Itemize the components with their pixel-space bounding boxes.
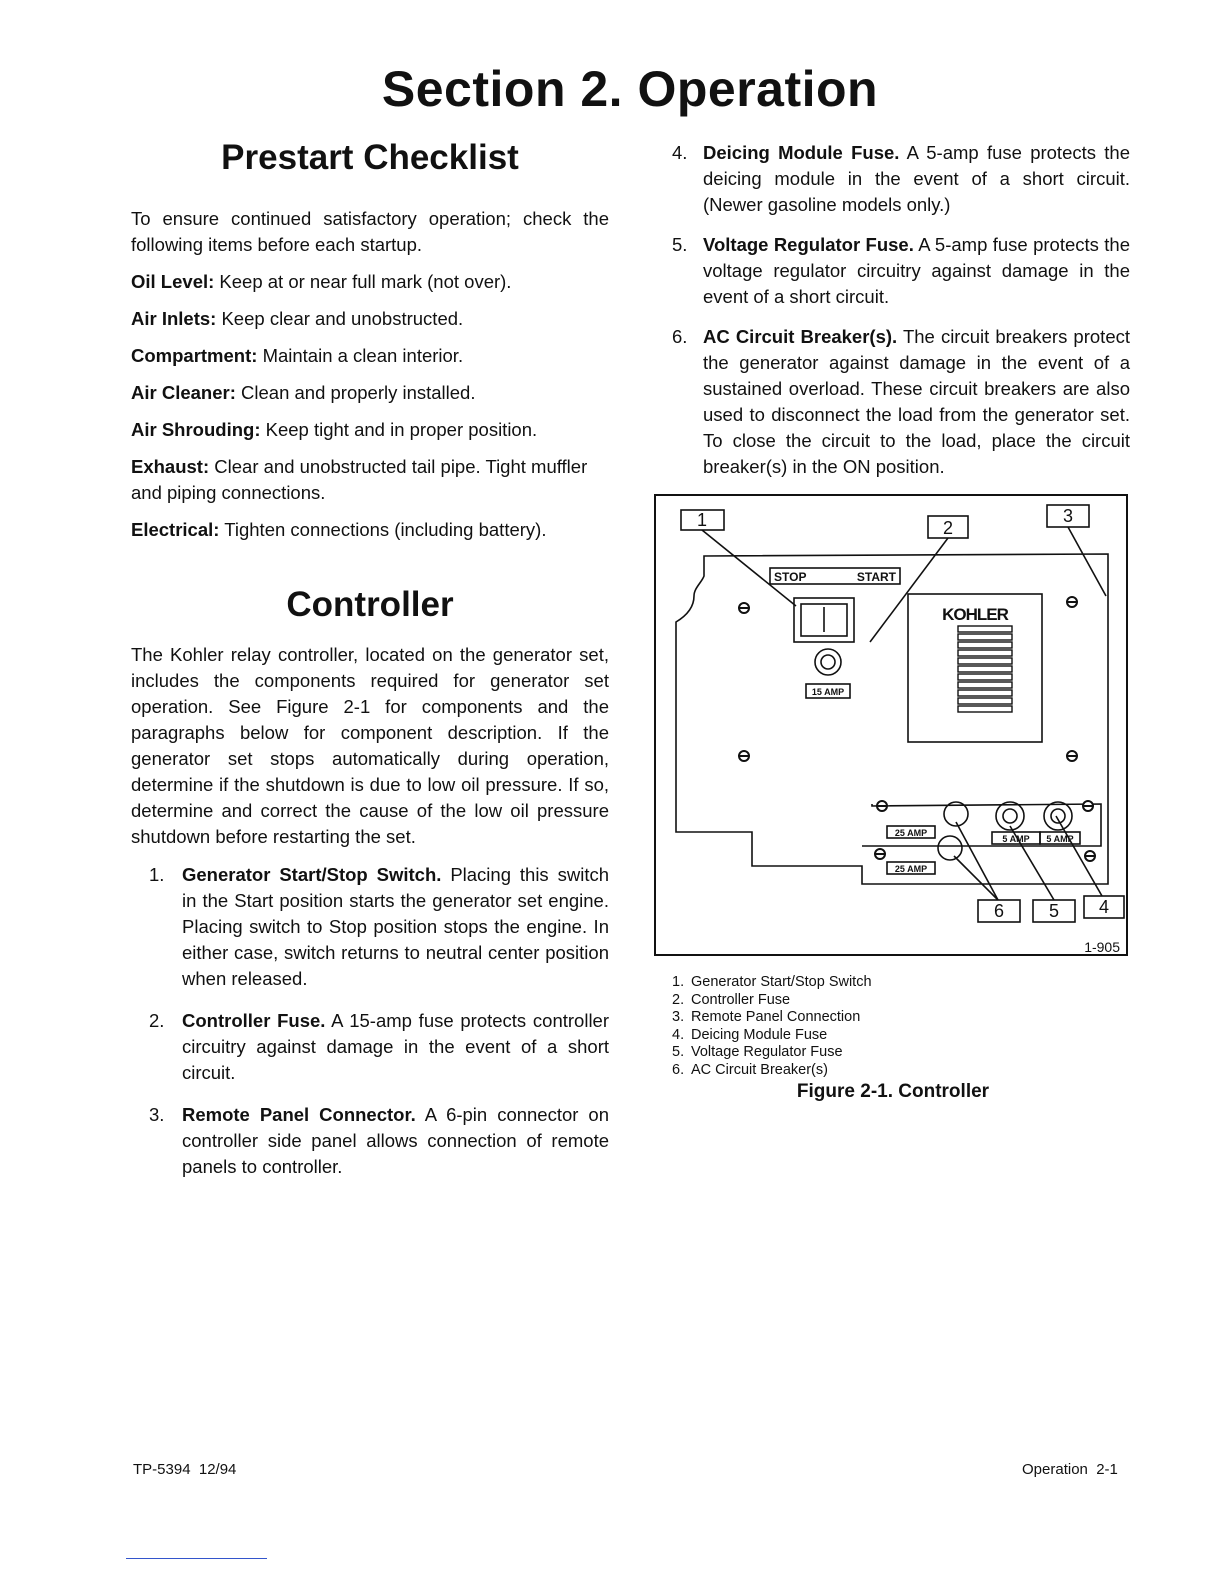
left-column bbox=[131, 130, 609, 1180]
legend-text: Voltage Regulator Fuse bbox=[691, 1044, 843, 1060]
component-list-right bbox=[668, 140, 1130, 480]
component-list-left bbox=[131, 862, 609, 1180]
leader-line-6a bbox=[954, 856, 998, 900]
item-text: A 5-amp fuse protects the deicing module in the event of a short circuit. (Newer gasoline models only.) bbox=[703, 142, 1130, 215]
circuit-breaker-2 bbox=[938, 836, 962, 860]
leader-line-3 bbox=[1068, 527, 1106, 596]
regulator-fuse-cap bbox=[1003, 809, 1017, 823]
item-number: 3. bbox=[149, 1104, 165, 1125]
item-label: Remote Panel Connector. bbox=[182, 1104, 416, 1125]
legend-number: 1. bbox=[672, 974, 685, 990]
callout-3: 3 bbox=[1062, 506, 1074, 526]
item-text: The circuit breakers protect the generator against damage in the event of a sustained overload. These circuit breakers are also used to disconnect the load from the generator set. To close the circuit to the load, place the circuit breaker(s) in the ON position. bbox=[703, 326, 1130, 477]
item-number: 1. bbox=[149, 864, 165, 885]
controller-fuse-holder bbox=[815, 649, 841, 675]
component-item bbox=[131, 1008, 609, 1086]
leader-line-2 bbox=[870, 538, 948, 642]
legend-text: Remote Panel Connection bbox=[691, 1009, 861, 1025]
bottom-rule bbox=[126, 1558, 267, 1559]
item-number: 5. bbox=[672, 234, 688, 255]
legend-number: 5. bbox=[672, 1044, 685, 1060]
item-number: 4. bbox=[672, 142, 688, 163]
deicing-fuse-holder bbox=[1044, 802, 1072, 830]
checklist-label: Compartment: bbox=[131, 345, 258, 366]
controller-fuse-cap bbox=[821, 655, 835, 669]
callout-2: 2 bbox=[942, 518, 954, 538]
checklist-item bbox=[131, 454, 609, 506]
controller-diagram bbox=[656, 496, 1126, 954]
controller-intro: The Kohler relay controller, located on the generator set, includes the components required for generator set operation. See Figure 2-1 for components and the paragraphs below for component description. If the generator set stops automatically during operation, determine if the shutdown is due to low oil pressure. If so, determine and correct the cause of the low oil pressure shutdown before restarting the set. bbox=[131, 644, 609, 847]
component-item bbox=[668, 232, 1130, 310]
checklist-text: Maintain a clean interior. bbox=[262, 345, 464, 366]
legend-number: 3. bbox=[672, 1009, 685, 1025]
switch-stop-label: STOP bbox=[774, 570, 807, 584]
drawing-id: 1-905 bbox=[1084, 939, 1120, 954]
checklist-item bbox=[131, 343, 609, 369]
item-text: Placing this switch in the Start position starts the generator set engine. Placing switch to Stop position stops the engine. In either case, switch returns to neutral center position when released. bbox=[182, 864, 609, 989]
callout-4: 4 bbox=[1098, 897, 1110, 917]
checklist-text: Keep clear and unobstructed. bbox=[221, 308, 464, 329]
legend-text: AC Circuit Breaker(s) bbox=[691, 1061, 828, 1078]
kohler-logo: KOHLER bbox=[942, 605, 1008, 624]
right-column bbox=[668, 140, 1130, 480]
fuse-25-label-a: 25 AMP bbox=[894, 828, 928, 838]
footer-doc-id: TP-5394 12/94 bbox=[133, 1461, 237, 1478]
switch-start-label: START bbox=[856, 570, 896, 584]
item-label: AC Circuit Breaker(s). bbox=[703, 326, 898, 347]
regulator-fuse-holder bbox=[996, 802, 1024, 830]
checklist-text: Keep tight and in proper position. bbox=[265, 419, 538, 440]
callout-6: 6 bbox=[993, 901, 1005, 921]
component-item bbox=[668, 140, 1130, 218]
checklist-label: Air Inlets: bbox=[131, 308, 217, 329]
checklist-text: Clean and properly installed. bbox=[241, 382, 476, 403]
controller-heading: Controller bbox=[286, 585, 454, 624]
fuse-5-label-a: 5 AMP bbox=[1002, 834, 1030, 844]
checklist-item bbox=[131, 306, 609, 332]
fuse-5-label-b: 5 AMP bbox=[1046, 834, 1074, 844]
component-item bbox=[131, 862, 609, 992]
checklist-label: Air Shrouding: bbox=[131, 419, 261, 440]
component-item bbox=[131, 1102, 609, 1180]
legend-number: 4. bbox=[672, 1026, 685, 1043]
item-text: A 15-amp fuse protects controller circuitry against damage in the event of a short circuit. bbox=[182, 1010, 610, 1083]
checklist-item bbox=[131, 380, 609, 406]
footer-page-number: Operation 2-1 bbox=[1022, 1461, 1118, 1478]
legend-item bbox=[672, 1009, 872, 1027]
prestart-heading: Prestart Checklist bbox=[221, 138, 519, 177]
item-text: A 5-amp fuse protects the voltage regulator circuitry against damage in the event of a short circuit. bbox=[703, 234, 1130, 307]
item-label: Generator Start/Stop Switch. bbox=[182, 864, 442, 885]
fuse-25-label-b: 25 AMP bbox=[894, 864, 928, 874]
controller-figure bbox=[654, 494, 1128, 956]
legend-item bbox=[672, 992, 872, 1010]
checklist-text: Clear and unobstructed tail pipe. Tight muffler and piping connections. bbox=[131, 456, 588, 503]
checklist-label: Air Cleaner: bbox=[131, 382, 236, 403]
figure-legend bbox=[672, 974, 872, 1079]
checklist-label: Exhaust: bbox=[131, 456, 210, 477]
legend-number: 6. bbox=[672, 1061, 685, 1078]
checklist-label: Electrical: bbox=[131, 519, 220, 540]
legend-item bbox=[672, 1044, 872, 1062]
checklist-item bbox=[131, 517, 609, 543]
legend-number: 2. bbox=[672, 991, 685, 1008]
item-label: Deicing Module Fuse. bbox=[703, 142, 900, 163]
checklist-text: Keep at or near full mark (not over). bbox=[219, 271, 512, 292]
checklist-label: Oil Level: bbox=[131, 271, 215, 292]
item-text: A 6-pin connector on controller side panel allows connection of remote panels to controller. bbox=[182, 1104, 609, 1177]
figure-caption: Figure 2-1. Controller bbox=[796, 1081, 990, 1102]
item-label: Controller Fuse. bbox=[182, 1010, 326, 1031]
legend-text: Generator Start/Stop Switch bbox=[691, 974, 872, 990]
checklist-item bbox=[131, 269, 609, 295]
item-number: 2. bbox=[149, 1010, 165, 1031]
checklist-item bbox=[131, 417, 609, 443]
legend-text: Deicing Module Fuse bbox=[691, 1026, 828, 1043]
section-title: Section 2. Operation bbox=[381, 61, 879, 117]
item-number: 6. bbox=[672, 326, 688, 347]
legend-item bbox=[672, 1027, 872, 1045]
component-item bbox=[668, 324, 1130, 480]
item-label: Voltage Regulator Fuse. bbox=[703, 234, 914, 255]
callout-5: 5 bbox=[1048, 901, 1060, 921]
legend-item bbox=[672, 974, 872, 992]
fuse-15-label: 15 AMP bbox=[811, 687, 845, 697]
legend-text: Controller Fuse bbox=[691, 991, 791, 1008]
checklist-text: Tighten connections (including battery). bbox=[224, 519, 547, 540]
callout-1: 1 bbox=[696, 510, 708, 530]
legend-item bbox=[672, 1062, 872, 1080]
prestart-intro: To ensure continued satisfactory operation; check the following items before each startup. bbox=[131, 208, 609, 255]
